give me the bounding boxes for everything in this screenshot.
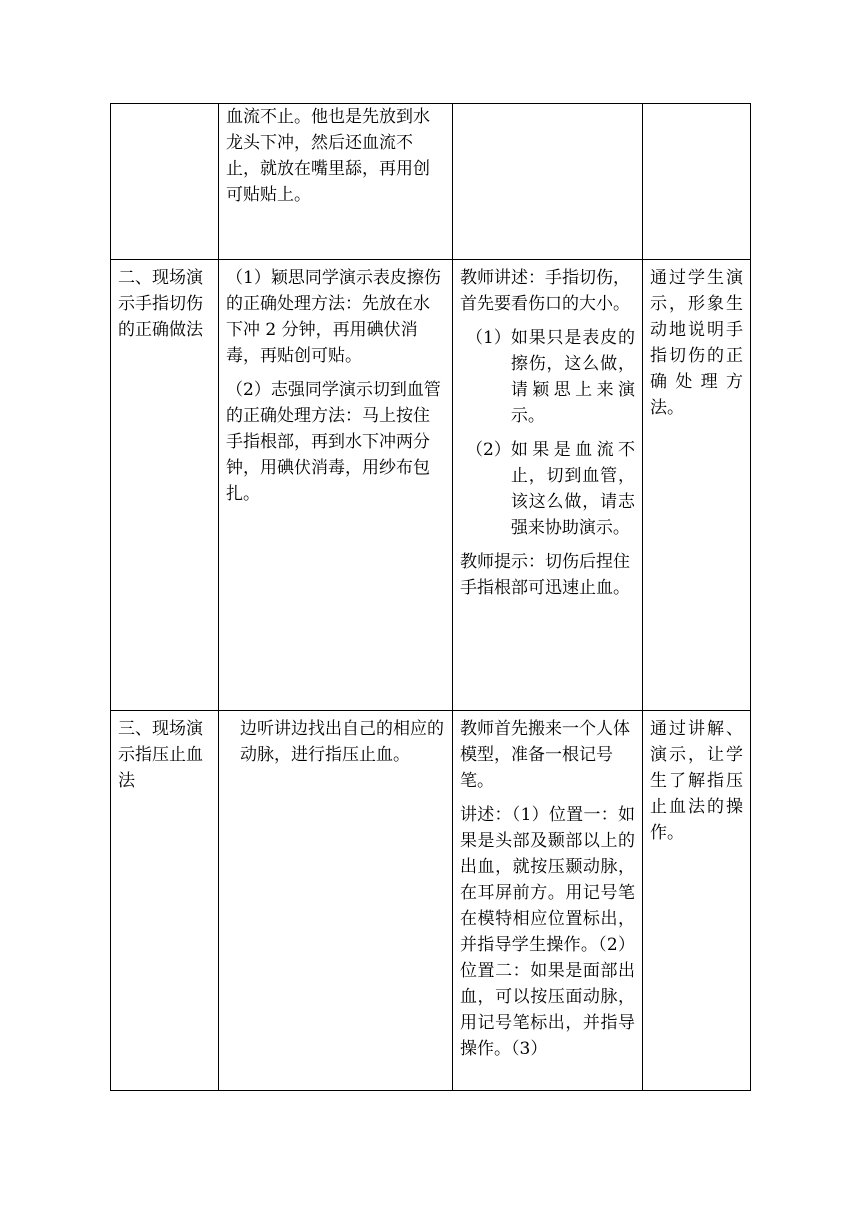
item-marker: （1）: [466, 328, 511, 348]
teacher-tip-text: 教师提示：切伤后捏住手指根部可迅速止血。: [460, 552, 630, 598]
numbered-item: [460, 437, 635, 541]
teacher-activity-cell: [453, 711, 643, 1091]
step-cell: [111, 711, 219, 1091]
student-activity-text: 边听讲边找出自己的相应的动脉，进行指压止血。: [240, 719, 444, 765]
step-text: 三、现场演示指压止血法: [118, 719, 203, 791]
student-activity-cell: [219, 711, 453, 1091]
step-cell: [111, 104, 219, 260]
item-text: 如果只是表皮的擦伤，这么做，请颖思上来演示。: [510, 328, 635, 426]
table-row: [111, 711, 751, 1091]
student-activity-text: 血流不止。他也是先放到水龙头下冲，然后还血流不止，就放在嘴里舔，再用创可贴贴上。: [226, 107, 430, 205]
teacher-activity-cell: [453, 260, 643, 711]
numbered-item: [460, 325, 635, 429]
purpose-text: 通过讲解、演示，让学生了解指压止血法的操作。: [650, 719, 743, 843]
teacher-intro-text: 教师首先搬来一个人体模型，准备一根记号笔。: [460, 719, 630, 791]
table-row: [111, 260, 751, 711]
lesson-plan-table: [110, 103, 751, 1091]
purpose-cell: [643, 711, 751, 1091]
student-activity-cell: [219, 104, 453, 260]
purpose-text: 通过学生演示，形象生动地说明手指切伤的正确处理方法。: [650, 268, 743, 418]
teacher-intro-text: 教师讲述：手指切伤，首先要看伤口的大小。: [460, 268, 630, 314]
purpose-cell: [643, 104, 751, 260]
teacher-body-text: 讲述：（1）位置一：如果是头部及颞部以上的出血，就按压颞动脉，在耳屏前方。用记号笔在模特相应位置标出，并指导学生操作。（2）位置二：如果是面部出血，可以按压面动脉，用记号笔标出，并指导操作。（3）: [460, 805, 635, 1059]
item-text: 如果是血流不止，切到血管，该这么做，请志强来协助演示。: [510, 440, 635, 538]
step-cell: [111, 260, 219, 711]
step-text: 二、现场演示手指切伤的正确做法: [118, 268, 203, 340]
student-activity-text: （2）志强同学演示切到血管的正确处理方法：马上按住手指根部，再到水下冲两分钟，用碘伏消毒，用纱布包扎。: [226, 380, 441, 504]
purpose-cell: [643, 260, 751, 711]
teacher-activity-cell: [453, 104, 643, 260]
item-marker: （2）: [466, 440, 511, 460]
student-activity-cell: [219, 260, 453, 711]
student-activity-text: （1）颖思同学演示表皮擦伤的正确处理方法：先放在水下冲 2 分钟，再用碘伏消毒，再贴创可贴。: [226, 268, 441, 366]
table-row: [111, 104, 751, 260]
